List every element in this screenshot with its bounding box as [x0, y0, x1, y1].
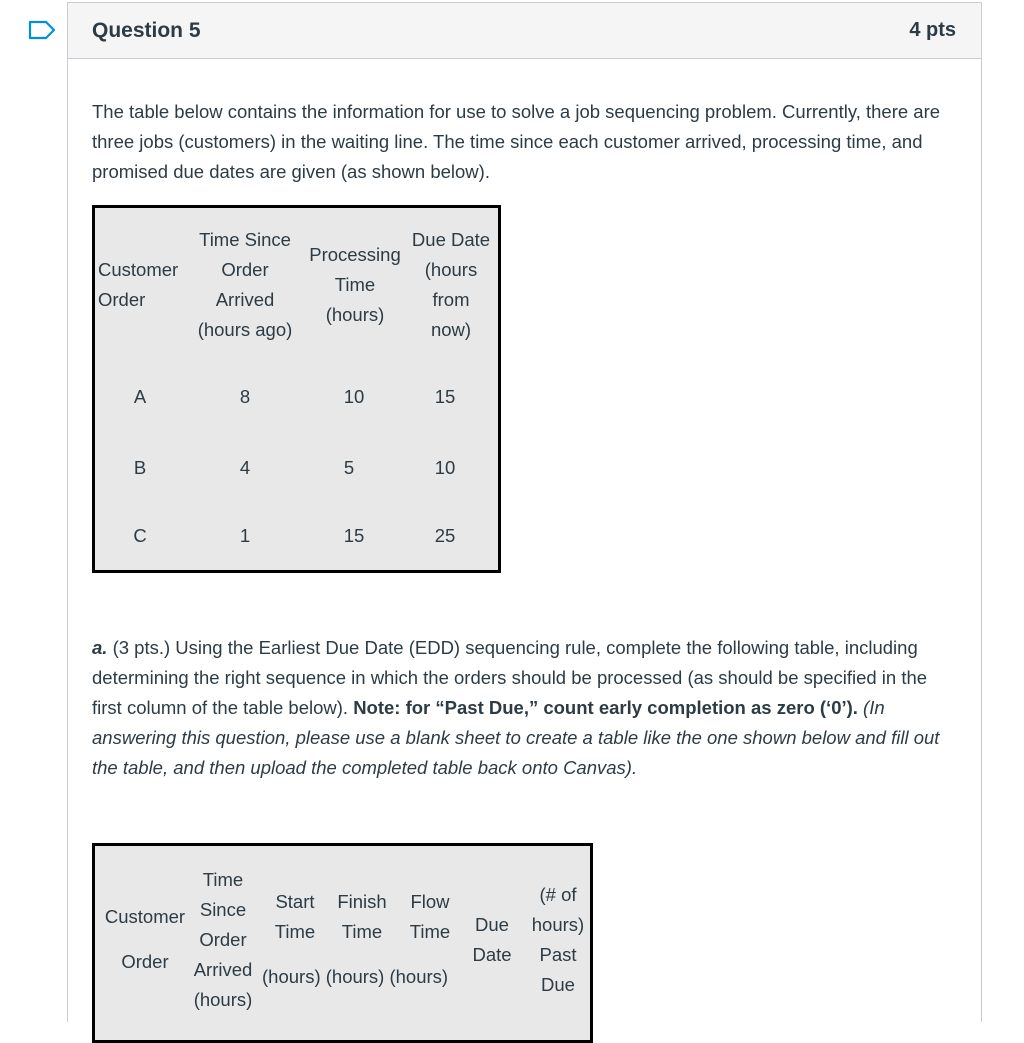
t1-header-since-1: Time Since [199, 229, 291, 250]
t2-header-since-1: Time [202, 869, 244, 890]
part-a-text: (3 pts.) Using the Earliest Due Date (EDD) sequencing rule, complete the following table, including determining the right sequence in which the orders should be processed (as should be specified in the first column of the table below). [92, 637, 928, 718]
t2-header-past-1: (# of [539, 884, 577, 905]
t1-header-due-4: now) [430, 319, 472, 340]
bookmark-flag-icon[interactable] [28, 20, 56, 40]
t1-row-c-customer: C [133, 525, 147, 546]
t2-header-finish-2: Time [341, 921, 383, 942]
edd-answer-table [92, 843, 593, 1043]
t2-header-start-2: Time [274, 921, 316, 942]
t1-header-proc-1: Processing [309, 244, 401, 265]
t1-header-customer-2: Order [98, 289, 146, 310]
t2-header-flow-2: Time [409, 921, 451, 942]
job-info-table [92, 205, 501, 573]
t2-header-past-4: Due [541, 974, 575, 995]
part-a-instruction: (In answering this question, please use a blank sheet to create a table like the one shown below and fill out the table, and then upload the completed table back onto Canvas). [92, 697, 940, 778]
question-card [67, 2, 982, 1022]
t1-row-b-since: 4 [239, 457, 251, 478]
t1-row-c-due: 25 [434, 525, 456, 546]
t2-header-past-3: Past [539, 944, 577, 965]
question-body [68, 59, 981, 1043]
t1-header-due-3: from [432, 289, 470, 310]
part-a-note: Note: for “Past Due,” count early completion as zero (‘0’). [353, 697, 858, 718]
t2-header-since-3: Order [199, 929, 247, 950]
t2-header-due-2: Date [472, 944, 512, 965]
t2-header-units: (hours) (hours) (hours) [262, 966, 449, 987]
part-a-label: a. [92, 637, 108, 658]
t1-header-since-4: (hours ago) [197, 319, 293, 340]
t2-header-since-2: Since [199, 899, 247, 920]
t2-header-since-4: Arrived [193, 959, 253, 980]
question-title: Question 5 [92, 18, 201, 42]
t1-header-since-2: Order [221, 259, 269, 280]
t1-row-a-due: 15 [434, 386, 456, 407]
t1-header-proc-3: (hours) [325, 304, 385, 325]
t1-header-customer-1: Customer [98, 259, 179, 280]
question-points: 4 pts [909, 19, 956, 41]
t1-row-a-processing: 10 [343, 386, 365, 407]
t2-header-customer: Customer [104, 906, 186, 927]
t2-header-start-1: Start [275, 891, 315, 912]
t1-row-b-customer: B [133, 457, 147, 478]
t1-row-c-since: 1 [239, 525, 251, 546]
t1-header-due-2: (hours [424, 259, 478, 280]
t2-header-order: Order [121, 951, 169, 972]
t2-header-due-1: Due [475, 914, 509, 935]
t1-row-b-due: 10 [434, 457, 456, 478]
t1-row-c-processing: 15 [343, 525, 365, 546]
t2-header-finish-1: Finish [337, 891, 387, 912]
t1-row-a-since: 8 [239, 386, 251, 407]
t2-header-past-2: hours) [531, 914, 585, 935]
intro-paragraph: The table below contains the information for use to solve a job sequencing problem. Currently, there are three jobs (customers) in the waiting line. The time since each customer arrived, processing time, and promised due dates are given (as shown below). [92, 101, 941, 182]
t1-row-b-processing: 5 [343, 457, 355, 478]
t1-header-since-3: Arrived [215, 289, 275, 310]
question-header [68, 3, 981, 59]
t1-row-a-customer: A [133, 386, 147, 407]
t2-header-since-5: (hours) [193, 989, 253, 1010]
part-a-paragraph [92, 633, 942, 783]
t2-header-flow-1: Flow [410, 891, 450, 912]
t1-header-proc-2: Time [334, 274, 376, 295]
t1-header-due-1: Due Date [411, 229, 491, 250]
